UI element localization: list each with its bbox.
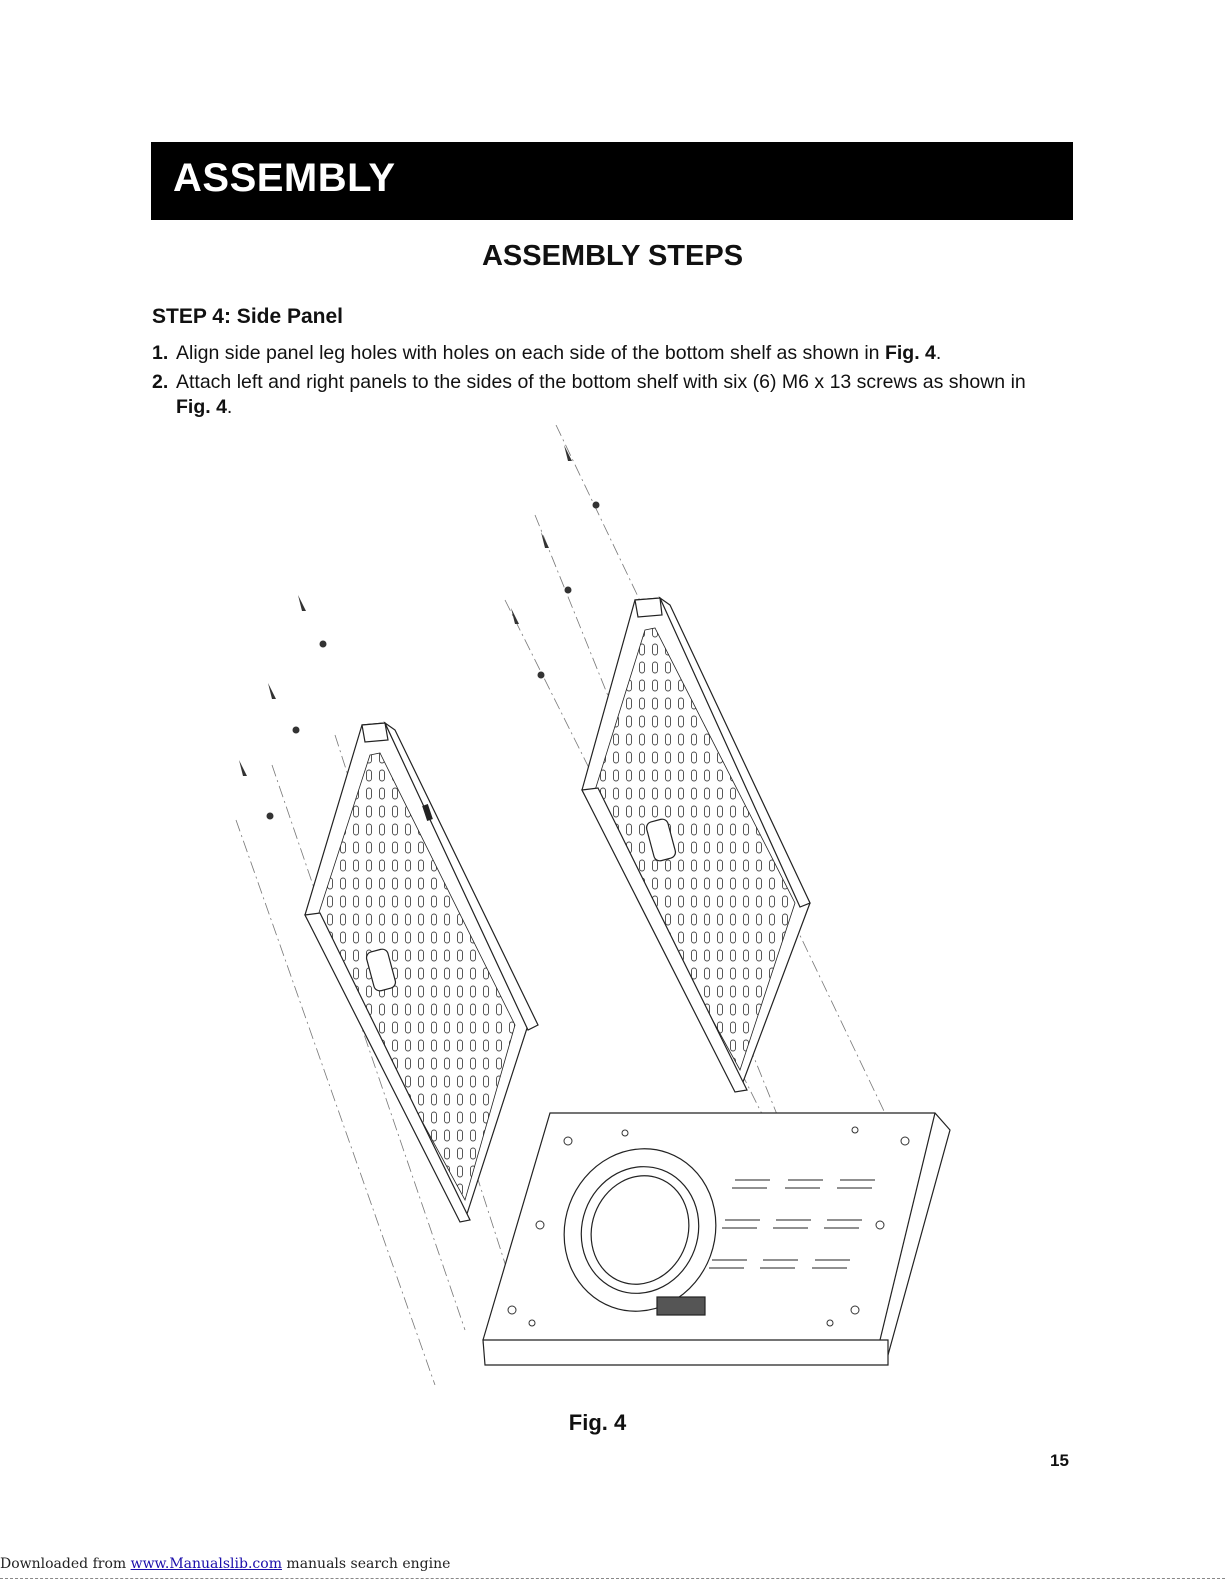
page-number: 15 (1050, 1451, 1069, 1470)
bottom-shelf (483, 1113, 950, 1365)
arrow-icon (564, 445, 572, 461)
step-heading: STEP 4: Side Panel (152, 305, 344, 328)
screw-icon (267, 813, 274, 820)
page-title: ASSEMBLY STEPS (481, 240, 744, 272)
screw-icon (593, 502, 600, 509)
right-side-panel (582, 598, 810, 1092)
section-banner (151, 142, 1073, 220)
figure-reference: Fig. 4 (884, 342, 936, 364)
screw-icon (293, 727, 300, 734)
figure-reference: Fig. 4 (176, 396, 227, 418)
manualslib-link[interactable]: www.Manualslib.com (130, 1556, 282, 1572)
arrow-icon (239, 760, 247, 776)
screw-icon-group (239, 445, 600, 820)
footer (0, 1556, 450, 1572)
section-title: ASSEMBLY (173, 156, 396, 200)
instruction-text-end: . (935, 342, 942, 364)
instruction-number: 2. (152, 371, 169, 393)
arrow-icon (268, 683, 276, 699)
screw-icon (320, 641, 327, 648)
footer-suffix: manuals search engine (281, 1556, 451, 1572)
screw-icon (565, 587, 572, 594)
instruction-number: 1. (152, 342, 169, 364)
instruction-list (152, 341, 1052, 424)
footer-divider (0, 1578, 1225, 1579)
screw-icon (538, 672, 545, 679)
instruction-text: Align side panel leg holes with holes on each side of the bottom shelf as shown in (176, 342, 885, 364)
assembly-diagram (220, 425, 980, 1385)
arrow-icon (298, 595, 306, 611)
arrow-icon (511, 608, 519, 624)
instruction-text: Attach left and right panels to the sides of the bottom shelf with six (6) M6 x 13 screws as shown in (176, 371, 1026, 393)
left-side-panel (305, 723, 538, 1222)
instruction-item (152, 341, 1052, 366)
arrow-icon (541, 532, 549, 548)
instruction-item (152, 370, 1052, 420)
instruction-text-end: . (226, 396, 233, 418)
footer-prefix: Downloaded from (0, 1556, 131, 1572)
figure-caption: Fig. 4 (568, 1410, 627, 1435)
